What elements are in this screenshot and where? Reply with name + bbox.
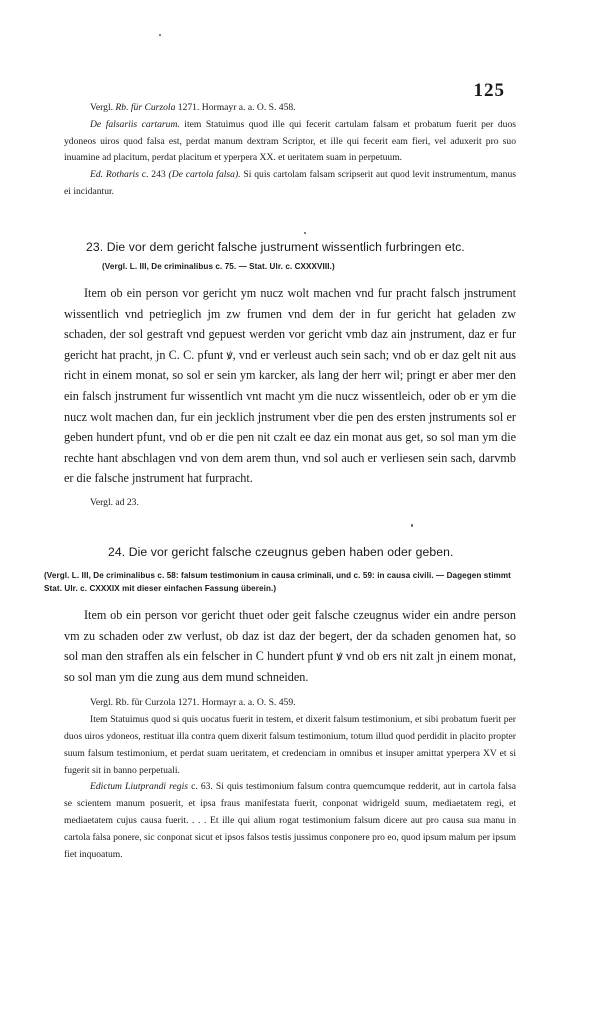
section-24-notes bbox=[64, 695, 516, 863]
section-24-body bbox=[64, 605, 516, 687]
section-23-citation: (Vergl. L. III, De criminalibus c. 75. — Stat. Ulr. c. CXXXVIII.) bbox=[102, 262, 335, 271]
section-24-note-paragraph-2: Edictum Liutprandi regis c. 63. Si quis testimonium falsum contra quemcumque redderit, aut in cartola falsa se scientem manum posuerit, et ipsa fraus manifestata fuerit, conponat widrigeld suum, mediaetatem regi, et mediaetatem cujus causa fuerit. . . . Et ille qui alium rogat testimonium falsum dicere aut pro causa sua manu in cartola falsa ponere, sic conponat sicut et ipsos falsos testis jussimus conponere pro eo, quod ipsum malum per ipsum fiet inquoatum. bbox=[64, 781, 516, 860]
speck-mark bbox=[159, 34, 161, 36]
note-22-paragraph-1: De falsariis cartarum. item Statuimus quod ille qui fecerit cartulam falsam et probatum fuerit per duos ydoneos uiros quod falsa est, perdat manum dextram Scriptor, et ille qui fecerit eam fieri, vel aduxerit pro suo inuamine ad placitum, perdat placitum et yperpera XX. et ueritatem suam in perpetuum. bbox=[64, 118, 516, 164]
section-24-heading: 24. Die vor gericht falsche czeugnus geben haben oder geben. bbox=[108, 545, 454, 559]
section-24-citation: (Vergl. L. III, De criminalibus c. 58: falsum testimonium in causa criminali, und c. 59: in causa civili. — Dagegen stimmt Stat. Ulr. c. CXXXIX mit dieser einfachen Fassung überein.) bbox=[44, 571, 511, 593]
note-22-reference: Vergl. Rb. für Curzola 1271. Hormayr a. a. O. S. 458. bbox=[90, 102, 296, 113]
speck-mark bbox=[304, 232, 306, 234]
page-number: 125 bbox=[473, 80, 505, 101]
section-23-note: Vergl. ad 23. bbox=[90, 496, 139, 508]
note-section-22 bbox=[64, 100, 516, 201]
section-24-text: Item ob ein person vor gericht thuet oder geit falsche czeugnus wider ein andre person vm zu schaden oder zw verlust, ob daz ist daz der begert, der da schaden genomen hat, so sol man den straffen als ein felscher in C hundert pfunt ꝟ vnd ob ers nit zalt jn einem monat, so sol man ym die zung aus dem mund schneiden. bbox=[64, 608, 516, 684]
speck-mark bbox=[411, 524, 413, 527]
section-24-note-paragraph-1: Item Statuimus quod si quis uocatus fuerit in testem, et dixerit falsum testimonium, et sibi probatum fuerit per duos uiros ydoneos, restituat illa contra quem dixerit falsum testimonium, totum illud quod perdidit in placito propter suum falsum testimonium, et perdat suam ueritatem, et credenciam in omnibus et insuper amittat yperpera XV et si fugerit sit in banno perpetuali. bbox=[64, 714, 516, 776]
section-23-heading: 23. Die vor dem gericht falsche justrument wissentlich furbringen etc. bbox=[86, 240, 465, 254]
section-23-body bbox=[64, 283, 516, 489]
section-24-note-reference: Vergl. Rb. für Curzola 1271. Hormayr a. a. O. S. 459. bbox=[90, 697, 296, 709]
note-22-paragraph-2: Ed. Rotharis c. 243 (De cartola falsa). Si quis cartolam falsam scripserit aut quod levit instrumentum, manus ei incidantur. bbox=[64, 169, 516, 197]
section-23-text: Item ob ein person vor gericht ym nucz wolt machen vnd fur pracht falsch jnstrument wissentlich vnd petrieglich jm zw frumen vnd dem der in fur gericht hat geladen zw schaden, der sol gestraft vnd gepuest werden vor gericht vmb daz ain jnstrument, daz er fur gericht hat pracht, jn C. C. pfunt ꝟ, vnd er verleust auch sein sach; vnd ob er daz gelt nit aus richt in einem monat, so sol er sein ym karcker, als lang der herr wil; pringt er aber mer den ein falsch jnstrument fur wissentlich vnt macht ym die nucz wissentleich, oder ob er ym die nucz wolt machen dan, fur ein jecklich jnstrument vber die pen des ersten jnstruments sol er geben hundert pfunt, vnd ob er die pen nit czalt ee daz ein monat aus get, so sol man ym die rechte hant abschlagen vnd von dem arem thun, vnd sol auch er verliesen sein sach, darvmb er die falsche jnstrument hat furpracht. bbox=[64, 286, 516, 486]
section-24 bbox=[44, 545, 516, 863]
section-23 bbox=[64, 240, 516, 512]
